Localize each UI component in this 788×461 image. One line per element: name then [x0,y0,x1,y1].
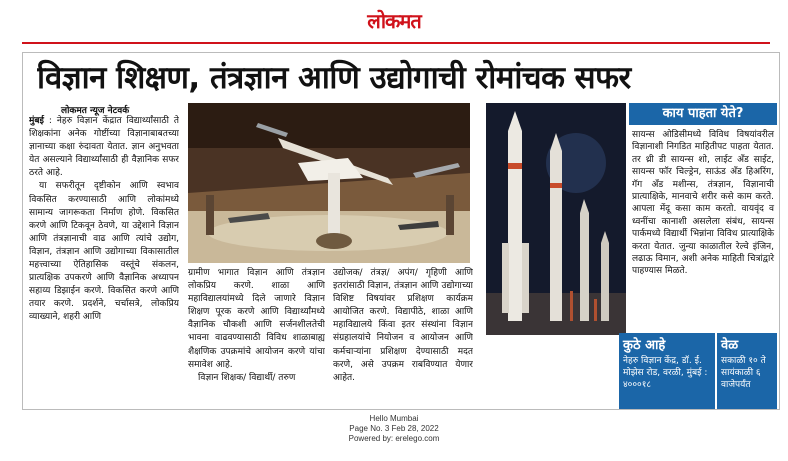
column-3-paragraph-1: उद्योजक/ तंत्रज्ञ/ अपंग/ गृहिणी आणि इतरांसाठी विज्ञान, तंत्रज्ञान आणि उद्योगाच्या विशिष्ट विषयांवर प्रशिक्षण कार्यक्रम आयोजित करणे. विद्यापीठे, शाळा आणि महाविद्यालये किंवा इतर संस्थांना विज्ञान संग्रहालयांचे नियोजन व आयोजन आणि कर्मचाऱ्यांना प्रशिक्षण देण्यासाठी मदत करणे, असे उपक्रम राबविण्यात येणार आहेत. [333,268,473,383]
timing-title: वेळ [721,338,739,353]
page-footer [0,414,788,444]
what-to-see-box [629,103,777,335]
footer-page-date: Page No. 3 Feb 28, 2022 [349,424,439,433]
where-text: नेहरु विज्ञान केंद्र, डॉ. ई. मोझेस रोड, वरळी, मुंबई : ४०००१८ [623,356,708,390]
column-1-paragraph-1 [29,115,179,180]
article-dateline: मुंबई [29,116,44,126]
footer-edition: Hello Mumbai [369,414,419,423]
masthead [0,0,788,40]
where-title: कुठे आहे [623,338,666,353]
timing-box [717,333,777,409]
masthead-rule [22,42,770,44]
column-1-paragraph-2: या सफरीतून दृष्टीकोन आणि स्वभाव विकसित करण्यासाठी आणि लोकांमध्ये सामान्य जागरूकता निर्माण होणे. विकसित करणे आणि टिकवून ठेवणे, या उद्देशाने विज्ञान आणि तंत्रज्ञानाची वाढ आणि त्यांचे उद्योग, विज्ञान, तंत्रज्ञान आणि उद्योगाच्या विकासातील महत्त्वाच्या ऐतिहासिक वस्तूंचे संकलन, प्रात्यक्षिक उपकरणे आणि वैज्ञानिक अध्यापन सहाय्य डिझाईन करणे. विकसित करणे आणि तयार करणे. प्रदर्शने, चर्चासत्रे, लोकप्रिय व्याख्याने, शहरी आणि [29,181,179,323]
article-byline: लोकमत न्यूज नेटवर्क [61,106,130,116]
article-column-3 [333,267,473,405]
article-column-1 [29,115,179,405]
newspaper-logo: लोकमत [367,8,421,33]
timing-text: सकाळी १० ते सायंकाळी ६ वाजेपर्यंत [721,356,766,390]
what-to-see-title: काय पाहता येते? [629,103,777,125]
footer-powered-by: Powered by: erelego.com [348,434,440,443]
column-2-paragraph-1: ग्रामीण भागात विज्ञान आणि तंत्रज्ञान लोकप्रिय करणे. शाळा आणि महाविद्यालयांमध्ये दिले जाणारे विज्ञान शिक्षण पूरक करणे आणि विद्यार्थ्यांमध्ये वैज्ञानिक चौकशी आणि सर्जनशीलतेची भावना वाढवण्यासाठी विविध शाळाबाह्य शैक्षणिक उपक्रमांचे आयोजन करणे यांचा समावेश आहे. [188,268,325,370]
rockets-exhibit-photo [486,103,626,335]
column-1-text-1: : नेहरु विज्ञान केंद्रात विद्यार्थ्यांसाठी ते शिक्षकांना अनेक गोष्टींच्या विज्ञानाबाबतच्या ज्ञानाच्या कक्षा रुंदावता येतात. ज्ञान अनुभवता येत असल्याने विद्यार्थ्यांसाठी ही वैज्ञानिक सफर ठरते आहे. [29,116,179,179]
article-headline: विज्ञान शिक्षण, तंत्रज्ञान आणि उद्योगाची रोमांचक सफर [37,60,631,96]
article-clipping [22,52,780,410]
aircraft-exhibit-photo [188,103,470,263]
where-box [619,333,715,409]
article-column-2 [188,267,325,405]
what-to-see-text: सायन्स ओडिसीमध्ये विविध विषयांवरील विज्ञानाशी निगडित माहितीपट पाहता येतात. तर थ्री डी सायन्स शो, लाईट अँड साईट, सायन्स फॉर चिल्ड्रेन, साऊंड अँड हिअरिंग, गॅग अँड मशीन्स, तंत्रज्ञान, विज्ञानाची प्रात्याक्षिके, मानवाचे शरीर कसे काम करते. आपला मेंदू कसा काम करतो. वायवृंद व ध्वनींचा कानाशी असलेला संबंध, सायन्स पार्कमध्ये विद्यार्थी भिन्नांना विविध प्रात्याक्षिके करता येतात. जुन्या काळातील रेल्वे इंजिन, लढाऊ विमान, अशी अनेक माहिती चित्रांद्वारे पाहण्यास मिळते. [632,130,774,277]
column-2-paragraph-2: विज्ञान शिक्षक/ विद्यार्थी/ तरुण [198,372,296,383]
